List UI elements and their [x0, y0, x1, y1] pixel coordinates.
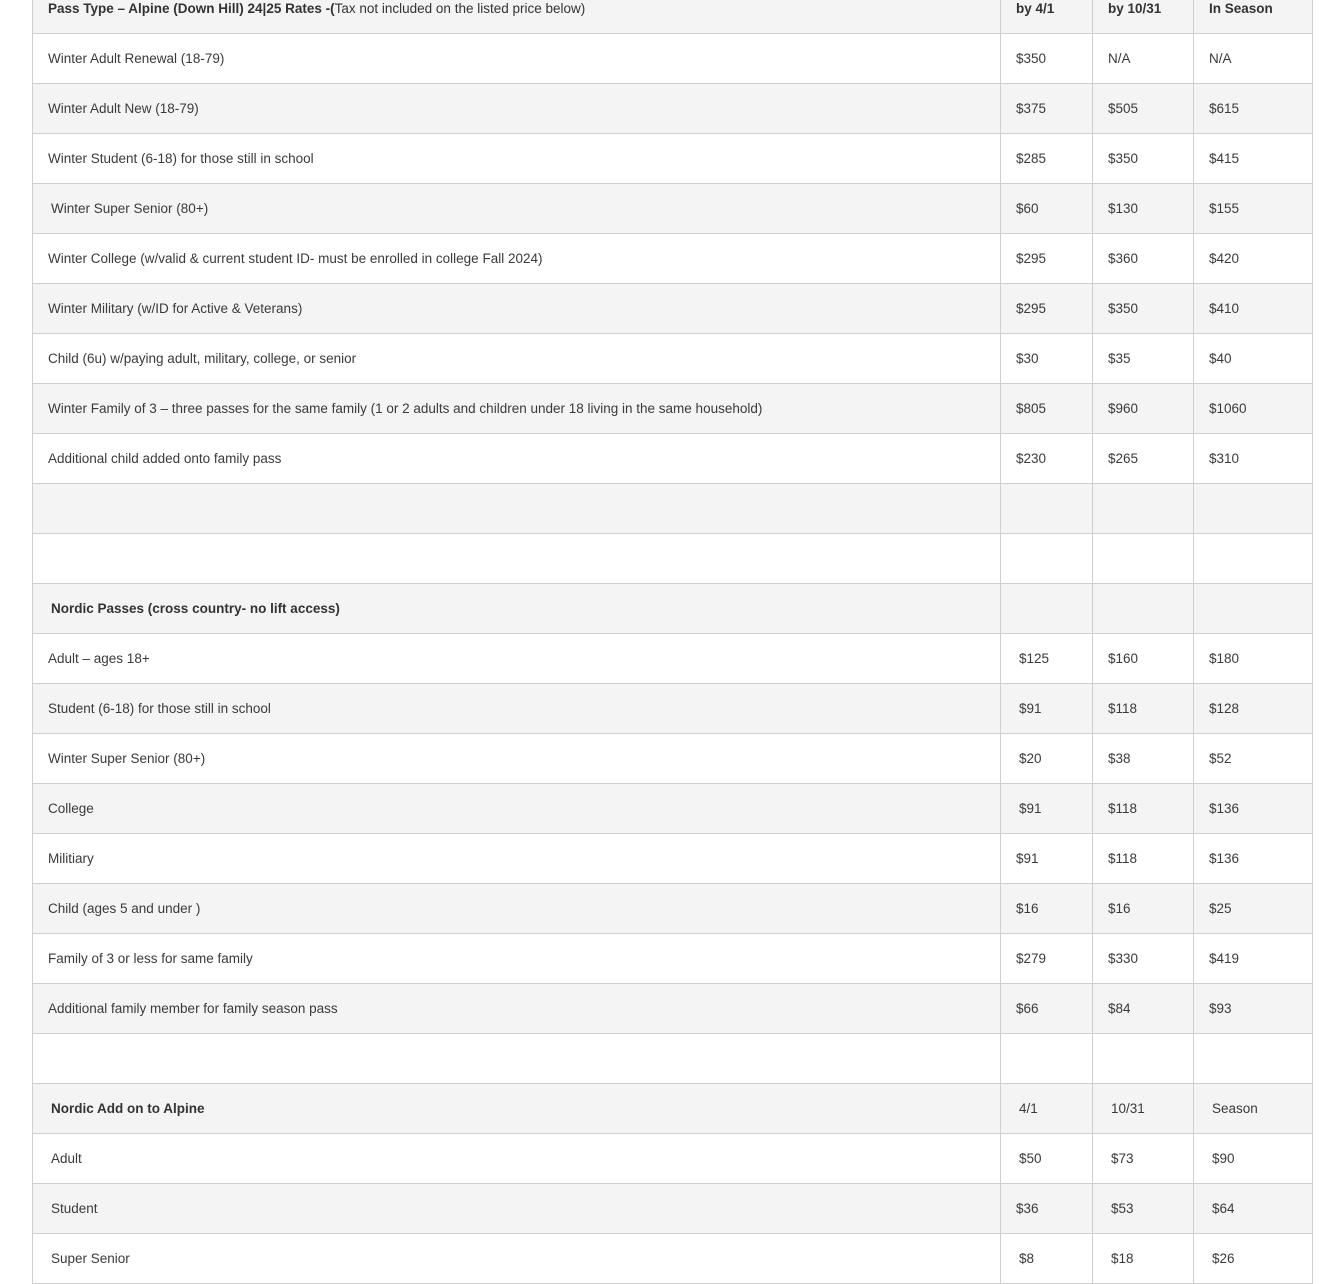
price-by-10-31: $130	[1093, 184, 1194, 234]
header-pass-type	[33, 0, 1001, 34]
price-10-31: $53	[1093, 1184, 1194, 1234]
price-by-10-31: $38	[1093, 734, 1194, 784]
pass-name: Winter Adult New (18-79)	[33, 84, 1001, 134]
empty-cell	[1194, 534, 1313, 584]
empty-cell	[1001, 484, 1093, 534]
table-row	[33, 734, 1313, 784]
price-by-10-31: $35	[1093, 334, 1194, 384]
table-row	[33, 184, 1313, 234]
pass-name: Winter Student (6-18) for those still in school	[33, 134, 1001, 184]
empty-cell	[33, 534, 1001, 584]
table-row	[33, 1134, 1313, 1184]
empty-row	[33, 1034, 1313, 1084]
price-by-4-1: $350	[1001, 34, 1093, 84]
price-in-season: $93	[1194, 984, 1313, 1034]
price-by-4-1: $30	[1001, 334, 1093, 384]
empty-cell	[1194, 1034, 1313, 1084]
price-by-10-31: $160	[1093, 634, 1194, 684]
pass-name: College	[33, 784, 1001, 834]
table-row	[33, 834, 1313, 884]
empty-row	[33, 534, 1313, 584]
price-by-4-1: $16	[1001, 884, 1093, 934]
price-in-season: $410	[1194, 284, 1313, 334]
pass-name: Super Senior	[33, 1234, 1001, 1284]
price-10-31: $18	[1093, 1234, 1194, 1284]
table-row	[33, 934, 1313, 984]
addon-section-title: Nordic Add on to Alpine	[33, 1084, 1001, 1134]
price-in-season: $40	[1194, 334, 1313, 384]
price-by-4-1: $295	[1001, 234, 1093, 284]
table-row	[33, 884, 1313, 934]
price-10-31: $73	[1093, 1134, 1194, 1184]
price-season: $90	[1194, 1134, 1313, 1184]
pass-name: Winter Family of 3 – three passes for the same family (1 or 2 adults and children under 18 living in the same household)	[33, 384, 1001, 434]
price-4-1: $8	[1001, 1234, 1093, 1284]
pricing-table-container	[32, 0, 1312, 1284]
pass-name: Student	[33, 1184, 1001, 1234]
price-by-4-1: $125	[1001, 634, 1093, 684]
table-row	[33, 634, 1313, 684]
pass-name: Child (ages 5 and under )	[33, 884, 1001, 934]
table-row	[33, 84, 1313, 134]
pass-pricing-table	[32, 0, 1313, 1284]
price-in-season: $128	[1194, 684, 1313, 734]
pass-name: Winter Super Senior (80+)	[33, 184, 1001, 234]
table-row	[33, 34, 1313, 84]
price-by-10-31: $84	[1093, 984, 1194, 1034]
price-by-4-1: $91	[1001, 684, 1093, 734]
price-by-4-1: $230	[1001, 434, 1093, 484]
price-season: $26	[1194, 1234, 1313, 1284]
empty-cell	[1001, 534, 1093, 584]
price-by-10-31: $350	[1093, 134, 1194, 184]
price-by-10-31: $118	[1093, 834, 1194, 884]
price-season: $64	[1194, 1184, 1313, 1234]
price-by-10-31: $350	[1093, 284, 1194, 334]
nordic-section-title: Nordic Passes (cross country- no lift access)	[33, 584, 1001, 634]
price-by-4-1: $91	[1001, 784, 1093, 834]
empty-cell	[1194, 484, 1313, 534]
price-by-4-1: $279	[1001, 934, 1093, 984]
price-by-10-31: $265	[1093, 434, 1194, 484]
pass-name: Winter Adult Renewal (18-79)	[33, 34, 1001, 84]
price-in-season: $420	[1194, 234, 1313, 284]
price-in-season: $310	[1194, 434, 1313, 484]
empty-cell	[1093, 484, 1194, 534]
pass-name: Student (6-18) for those still in school	[33, 684, 1001, 734]
price-in-season: $180	[1194, 634, 1313, 684]
section-header-row	[33, 584, 1313, 634]
price-by-10-31: $118	[1093, 784, 1194, 834]
table-row	[33, 784, 1313, 834]
section-header-row	[33, 1084, 1313, 1134]
price-4-1: $50	[1001, 1134, 1093, 1184]
price-in-season: $136	[1194, 834, 1313, 884]
pass-name: Child (6u) w/paying adult, military, college, or senior	[33, 334, 1001, 384]
pass-name: Additional family member for family season pass	[33, 984, 1001, 1034]
price-by-4-1: $20	[1001, 734, 1093, 784]
pass-name: Winter Super Senior (80+)	[33, 734, 1001, 784]
table-row	[33, 134, 1313, 184]
price-by-10-31: $960	[1093, 384, 1194, 434]
empty-cell	[1194, 584, 1313, 634]
pass-name: Adult – ages 18+	[33, 634, 1001, 684]
table-header-row	[33, 0, 1313, 34]
price-by-4-1: $295	[1001, 284, 1093, 334]
price-by-10-31: $16	[1093, 884, 1194, 934]
header-tax-note: Tax not included on the listed price below)	[334, 0, 586, 16]
pass-name: Family of 3 or less for same family	[33, 934, 1001, 984]
pass-name: Additional child added onto family pass	[33, 434, 1001, 484]
pass-name: Winter College (w/valid & current student ID- must be enrolled in college Fall 2024)	[33, 234, 1001, 284]
header-col-in-season: In Season	[1194, 0, 1313, 34]
addon-col-10-31: 10/31	[1093, 1084, 1194, 1134]
price-in-season: $415	[1194, 134, 1313, 184]
pass-name: Adult	[33, 1134, 1001, 1184]
price-in-season: $155	[1194, 184, 1313, 234]
price-by-10-31: $118	[1093, 684, 1194, 734]
empty-cell	[33, 484, 1001, 534]
price-in-season: $419	[1194, 934, 1313, 984]
price-by-10-31: $330	[1093, 934, 1194, 984]
price-by-10-31: N/A	[1093, 34, 1194, 84]
price-by-4-1: $91	[1001, 834, 1093, 884]
price-4-1: $36	[1001, 1184, 1093, 1234]
empty-cell	[1093, 534, 1194, 584]
table-row	[33, 1234, 1313, 1284]
header-col-by-4-1: by 4/1	[1001, 0, 1093, 34]
pass-name: Winter Military (w/ID for Active & Veterans)	[33, 284, 1001, 334]
addon-col-4-1: 4/1	[1001, 1084, 1093, 1134]
price-by-4-1: $60	[1001, 184, 1093, 234]
price-in-season: N/A	[1194, 34, 1313, 84]
price-in-season: $1060	[1194, 384, 1313, 434]
addon-col-season: Season	[1194, 1084, 1313, 1134]
price-by-4-1: $375	[1001, 84, 1093, 134]
price-in-season: $615	[1194, 84, 1313, 134]
empty-cell	[1093, 584, 1194, 634]
table-row	[33, 684, 1313, 734]
empty-cell	[1093, 1034, 1194, 1084]
price-by-10-31: $360	[1093, 234, 1194, 284]
table-row	[33, 334, 1313, 384]
price-in-season: $25	[1194, 884, 1313, 934]
price-in-season: $52	[1194, 734, 1313, 784]
price-by-4-1: $66	[1001, 984, 1093, 1034]
header-title: Pass Type – Alpine (Down Hill) 24|25 Rates -(	[48, 0, 335, 16]
empty-row	[33, 484, 1313, 534]
price-by-10-31: $505	[1093, 84, 1194, 134]
table-row	[33, 1184, 1313, 1234]
pass-name: Militiary	[33, 834, 1001, 884]
table-row	[33, 384, 1313, 434]
empty-cell	[1001, 584, 1093, 634]
price-by-4-1: $805	[1001, 384, 1093, 434]
table-row	[33, 434, 1313, 484]
empty-cell	[33, 1034, 1001, 1084]
header-col-by-10-31: by 10/31	[1093, 0, 1194, 34]
price-by-4-1: $285	[1001, 134, 1093, 184]
table-row	[33, 984, 1313, 1034]
table-row	[33, 234, 1313, 284]
table-row	[33, 284, 1313, 334]
empty-cell	[1001, 1034, 1093, 1084]
price-in-season: $136	[1194, 784, 1313, 834]
